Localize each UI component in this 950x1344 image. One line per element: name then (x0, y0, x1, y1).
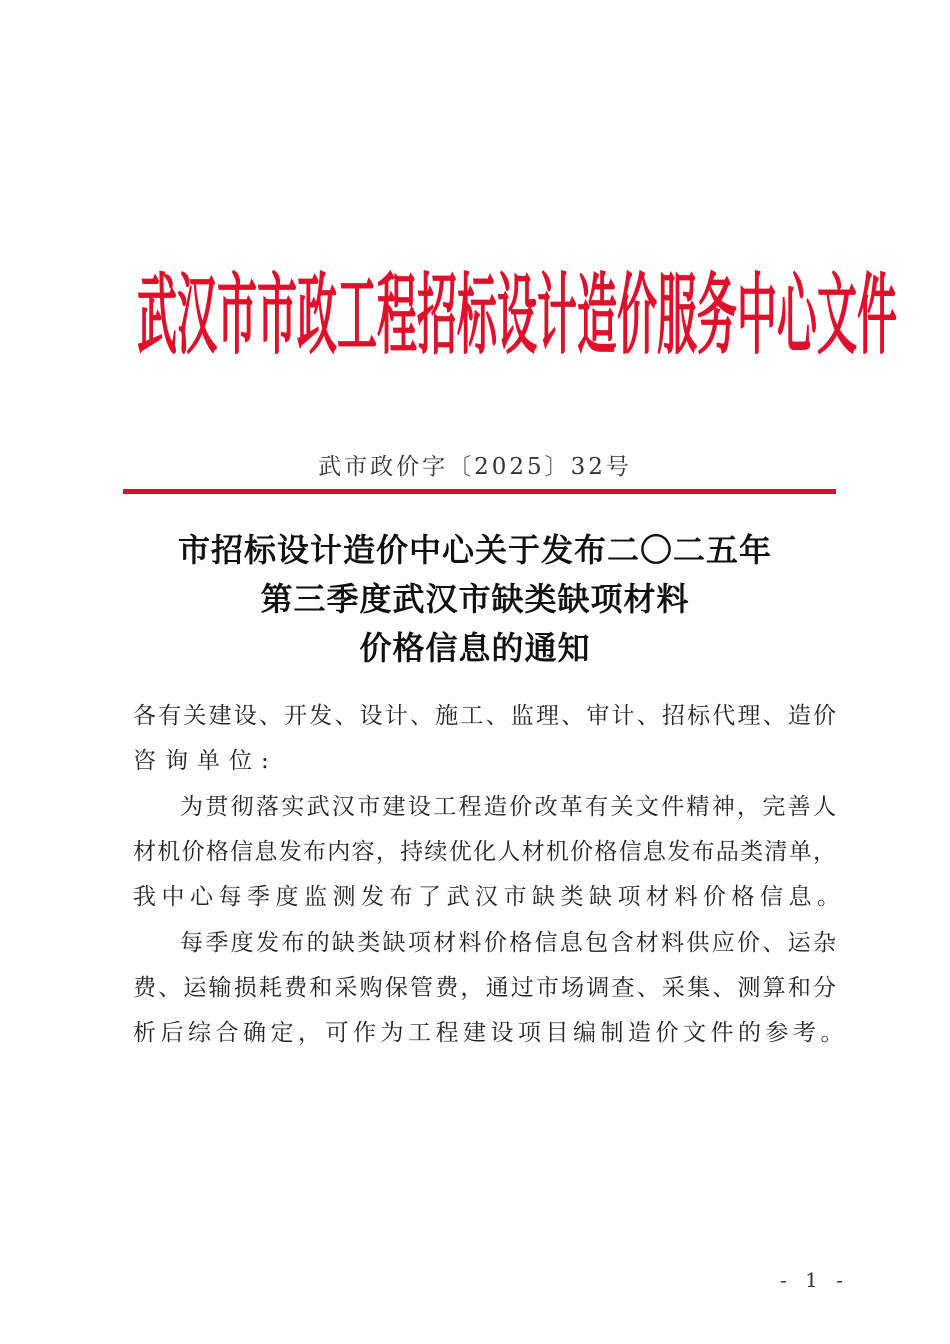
header-char: 服 (657, 266, 697, 368)
page-number: - 1 - (780, 1268, 849, 1292)
title-line-3: 价格信息的通知 (359, 629, 591, 667)
header-char: 政 (297, 266, 337, 368)
paragraph2-line-2: 费、运输损耗费和采购保管费，通过市场调查、采集、测算和分 (133, 975, 836, 1001)
header-char: 造 (577, 266, 617, 368)
header-char: 文 (817, 266, 857, 368)
header-char: 标 (457, 266, 497, 368)
paragraph1-line-3: 我中心每季度监测发布了武汉市缺类缺项材料价格信息。 (133, 884, 846, 910)
header-char: 汉 (177, 266, 217, 368)
addressee-line-2: 咨询单位: (133, 748, 278, 774)
paragraph2-line-1: 每季度发布的缺类缺项材料价格信息包含材料供应价、运杂 (180, 930, 836, 956)
header-char: 心 (777, 266, 817, 368)
red-divider (123, 489, 836, 494)
header-char: 市 (257, 266, 297, 368)
paragraph2-line-3: 析后综合确定，可作为工程建设项目编制造价文件的参考。 (133, 1020, 848, 1046)
header-char: 件 (857, 266, 897, 368)
issuing-organization-header (137, 262, 897, 372)
header-char: 中 (737, 266, 777, 368)
header-char: 设 (497, 266, 537, 368)
document-number: 武市政价字〔2025〕32号 (318, 454, 632, 480)
header-char: 计 (537, 266, 577, 368)
header-char: 市 (217, 266, 257, 368)
title-line-1: 市招标设计造价中心关于发布二〇二五年 (177, 531, 772, 569)
header-char: 价 (617, 266, 657, 368)
header-char: 程 (377, 266, 417, 368)
title-line-2: 第三季度武汉市缺类缺项材料 (260, 580, 690, 618)
addressee-line-1: 各有关建设、开发、设计、施工、监理、审计、招标代理、造价 (133, 703, 836, 729)
paragraph1-line-1: 为贯彻落实武汉市建设工程造价改革有关文件精神，完善人 (180, 794, 836, 820)
header-char: 招 (417, 266, 457, 368)
header-char: 工 (337, 266, 377, 368)
paragraph1-line-2: 材机价格信息发布内容，持续优化人材机价格信息发布品类清单， (133, 839, 836, 865)
header-char: 武 (137, 266, 177, 368)
header-char: 务 (697, 266, 737, 368)
